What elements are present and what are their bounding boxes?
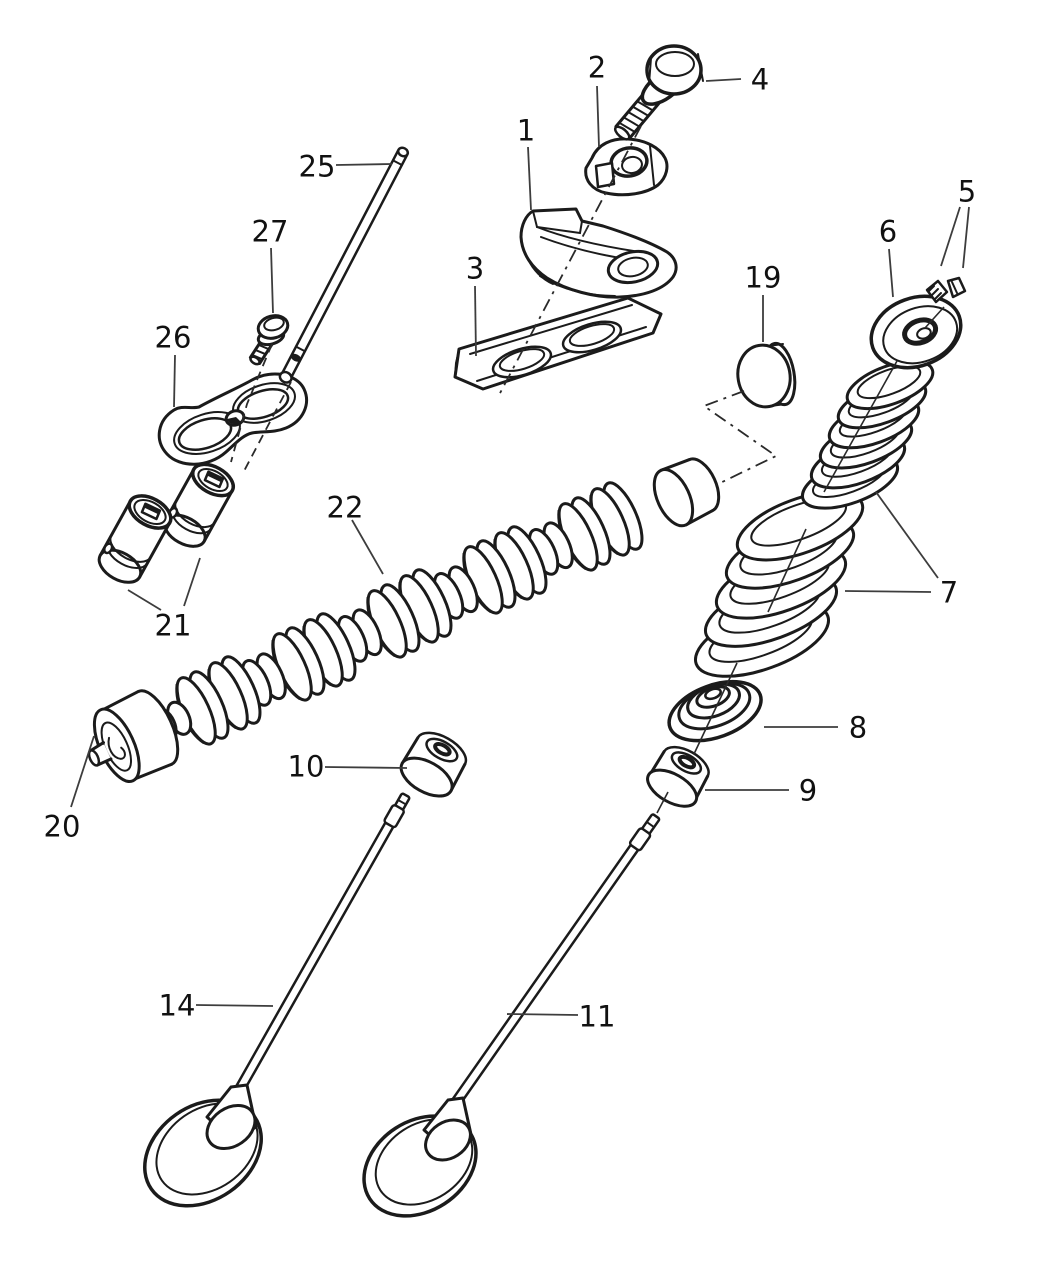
callout-21-label: 21: [154, 608, 192, 643]
callout-3-label: 3: [465, 251, 485, 286]
callout-27-label: 27: [251, 214, 289, 249]
callout-1-label: 1: [516, 113, 536, 148]
callout-10-label: 10: [287, 749, 325, 784]
callout-19-label: 19: [744, 260, 782, 295]
callout-26-label: 26: [154, 320, 192, 355]
callout-26-leader-1: [174, 355, 175, 407]
callout-25-label: 25: [298, 149, 336, 184]
callout-11-leader-1: [507, 1014, 578, 1015]
callout-14-leader-1: [196, 1005, 273, 1006]
callout-7-label: 7: [939, 575, 959, 610]
callout-7-leader-2: [845, 591, 931, 592]
callout-2-label: 2: [587, 50, 607, 85]
callout-3-leader-1: [475, 286, 476, 356]
callout-10-leader-1: [325, 767, 407, 768]
callout-5-label: 5: [957, 174, 977, 209]
callout-8-label: 8: [848, 710, 868, 745]
callout-4-label: 4: [750, 62, 770, 97]
callout-25-leader-1: [336, 164, 392, 165]
callout-22-label: 22: [326, 490, 364, 525]
callout-11-label: 11: [578, 999, 616, 1034]
callout-20-label: 20: [43, 809, 81, 844]
callout-6-label: 6: [878, 214, 898, 249]
callout-14-label: 14: [158, 988, 196, 1023]
rocker-pivot: [586, 139, 667, 195]
callout-9-label: 9: [798, 773, 818, 808]
